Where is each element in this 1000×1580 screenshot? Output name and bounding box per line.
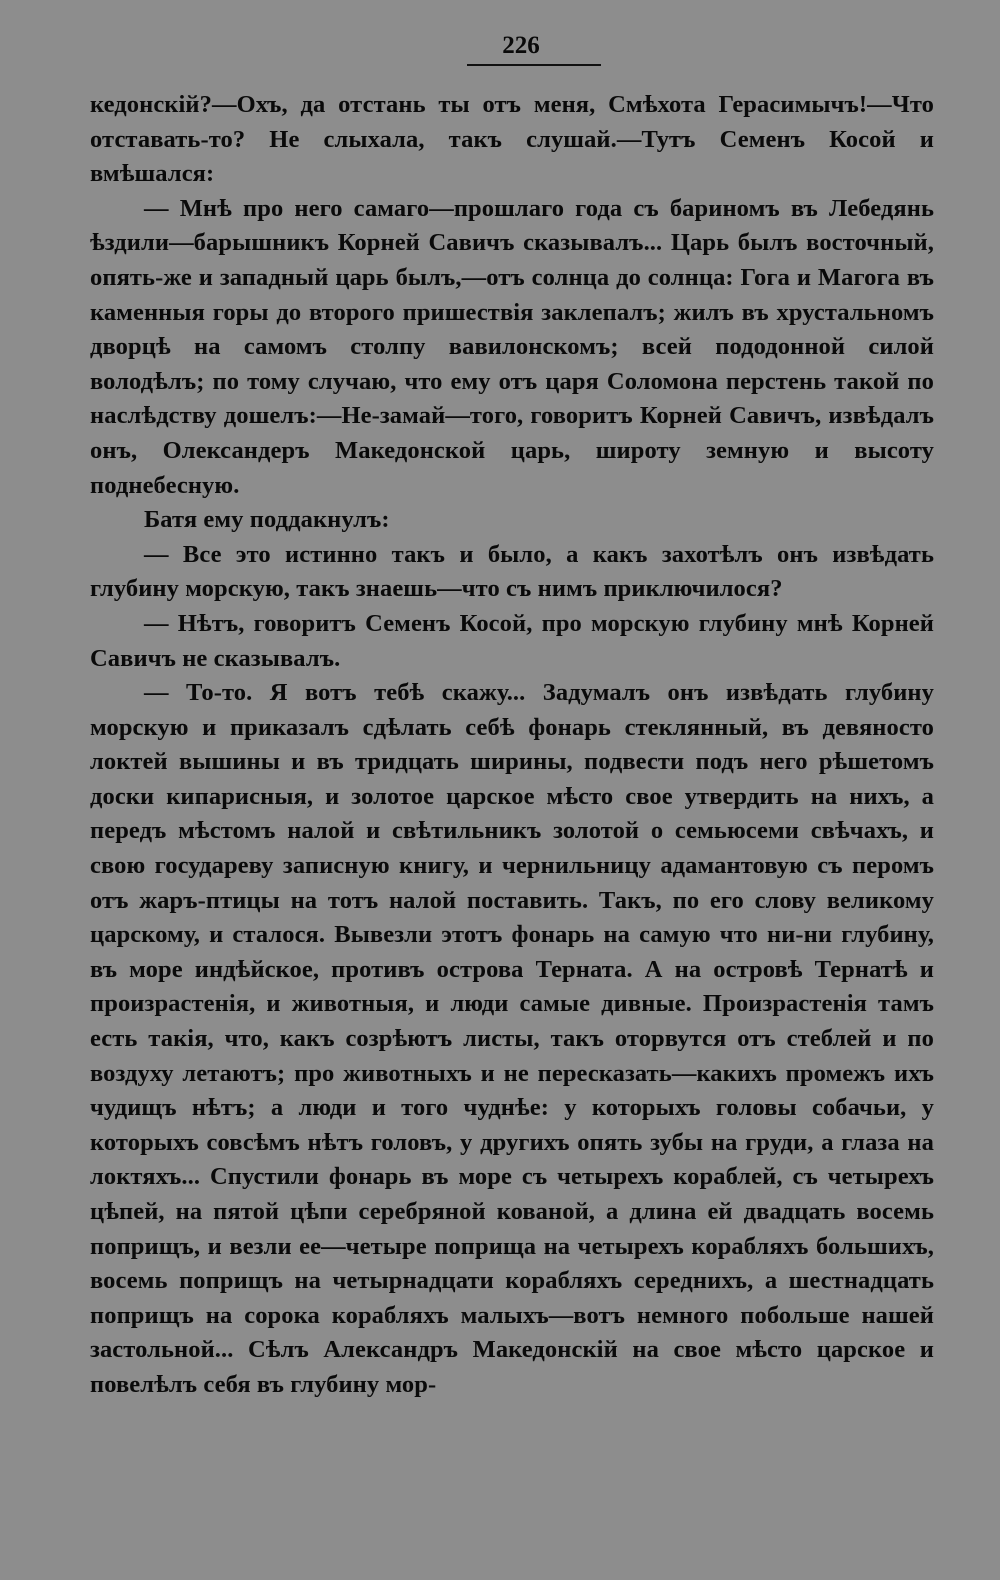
paragraph-1: кедонскій?—Охъ, да отстань ты отъ меня, Смѣхота Герасимычъ!—Что отставать-то? Не слыхала, такъ слушай.—Тутъ Семенъ Косой и вмѣшался: bbox=[90, 91, 934, 188]
paragraph-6: — То-то. Я вотъ тебѣ скажу... Задумалъ онъ извѣдать глубину морскую и приказалъ сдѣлать себѣ фонарь стеклянный, въ девяносто локтей вышины и въ тридцать ширины, подвести подъ него рѣшетомъ доски кипарисныя, и золотое царское мѣсто свое утвердить на нихъ, а передъ мѣстомъ налой и свѣтильникъ золотой о семьюсеми свѣчахъ, и свою государеву записную книгу, и чернильницу адамантовую съ перомъ отъ жаръ-птицы на тотъ налой поставить. Такъ, по его слову великому царскому, и сталося. Вывезли этотъ фонарь на самую что ни-ни глубину, въ море индѣйское, противъ острова Терната. А на островѣ Тернатѣ и произрастенія, и животныя, и люди самые дивные. Произрастенія тамъ есть такія, что, какъ созрѣютъ листы, такъ оторвутся отъ стеблей и по воздуху летаютъ; про животныхъ и не пересказать—какихъ промежъ ихъ чудищъ нѣтъ; а люди и того чуднѣе: у которыхъ головы собачьи, у которыхъ совсѣмъ нѣтъ головъ, у другихъ опять зубы на груди, а глаза на локтяхъ... Спустили фонарь въ море съ четырехъ кораблей, съ четырехъ цѣпей, на пятой цѣпи серебряной кованой, а длина ей двадцать восемь поприщъ, и везли ее—четыре поприща на четырехъ корабляхъ большихъ, восемь поприщъ на четырнадцати корабляхъ середнихъ, а шестнадцать поприщъ на сорока корабляхъ малыхъ—вотъ немного побольше нашей застольной... Сѣлъ Александръ Македонскій на свое мѣсто царское и повелѣлъ себя въ глубину мор- bbox=[90, 679, 934, 1398]
book-page bbox=[90, 30, 934, 1403]
paragraph-4: — Все это истинно такъ и было, а какъ захотѣлъ онъ извѣдать глубину морскую, такъ знаешь—что съ нимъ приключилося? bbox=[90, 540, 934, 603]
page-text bbox=[90, 88, 934, 1403]
paragraph-5: — Нѣтъ, говоритъ Семенъ Косой, про морскую глубину мнѣ Корней Савичъ не сказывалъ. bbox=[90, 609, 934, 672]
paragraph-3: Батя ему поддакнулъ: bbox=[144, 506, 390, 534]
paragraph-2: — Мнѣ про него самаго—прошлаго года съ бариномъ въ Лебедянь ѣздили—барышникъ Корней Савичъ сказывалъ... Царь былъ восточный, опять-же и западный царь былъ,—отъ солнца до солнца: Гога и Магога въ каменныя горы до второго пришествія заклепалъ; жилъ въ хрустальномъ дворцѣ на самомъ столпу вавилонскомъ; всей пододонной силой володѣлъ; по тому случаю, что ему отъ царя Соломона перстень такой по наслѣдству дошелъ:—Не-замай—того, говоритъ Корней Савичъ, извѣдалъ онъ, Олександеръ Македонской царь, широту земную и высоту поднебесную. bbox=[90, 194, 934, 499]
page-number-rule bbox=[467, 64, 601, 66]
page-number: 226 bbox=[502, 32, 540, 59]
